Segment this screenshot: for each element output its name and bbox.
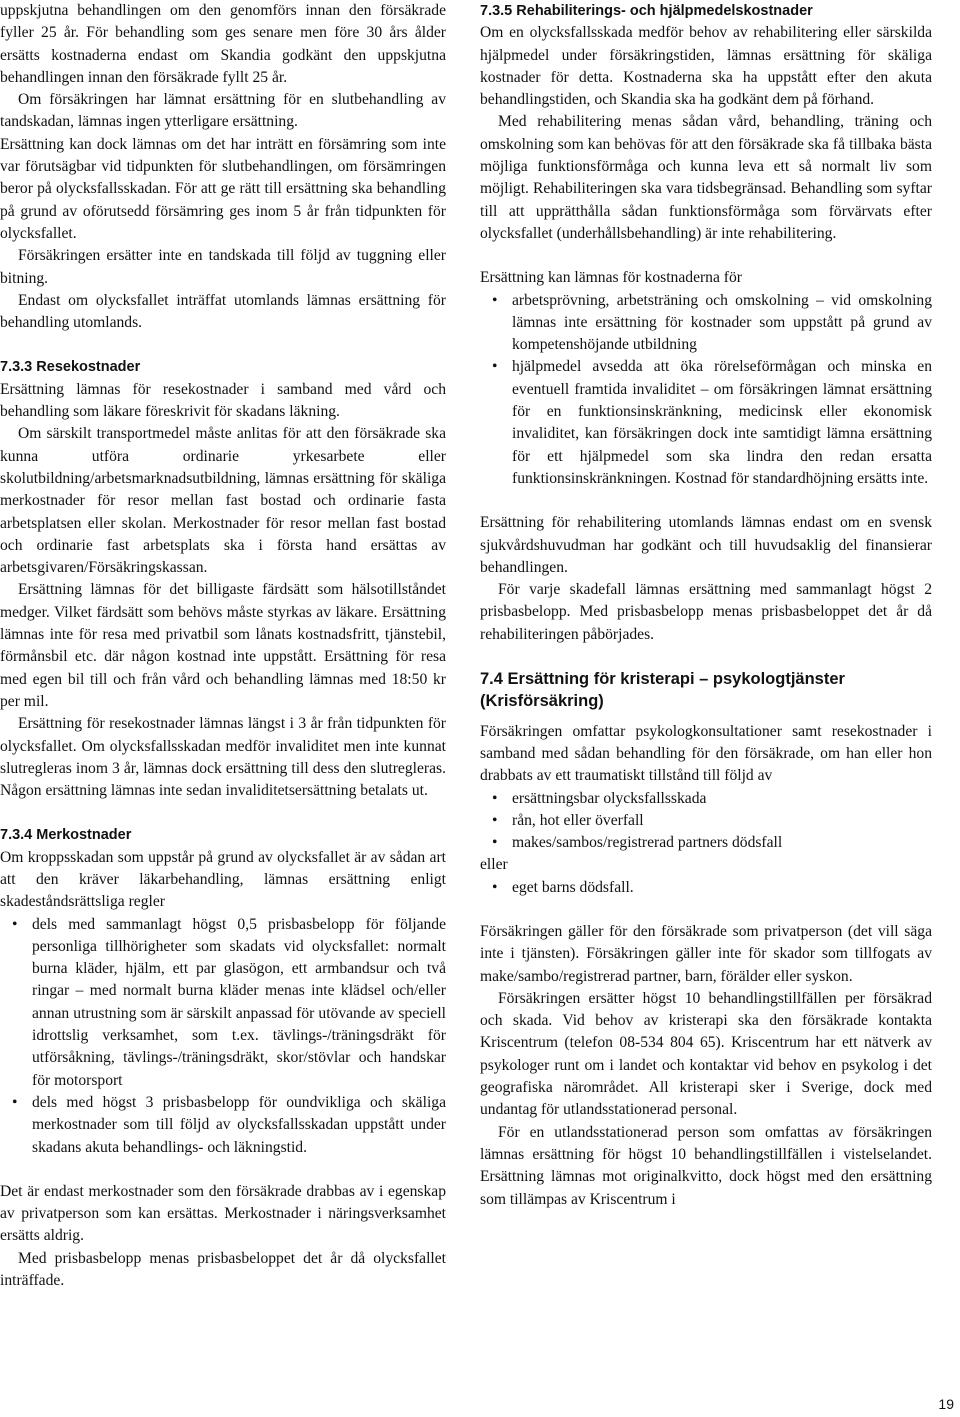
- paragraph: Försäkringen ersätter högst 10 behandlingstillfällen per försäkrad och skada. Vid behov av kristerapi ska den försäkrade kontakta Kriscentrum (telefon 08-534 804 65). Kriscentrum har ett nätverk av psykologer runt om i landet och kontaktar vid behov en psykolog i det geografiska närområdet. All kristerapi sker i Sverige, dock med undantag för utlandsstationerad personal.: [480, 989, 932, 1119]
- paragraph: Med rehabilitering menas sådan vård, behandling, träning och omskolning som kan behövas för att den försäkrade ska få tillbaka bästa möjliga funktionsförmåga och kunna leva ett så normalt liv som möjligt. Rehabiliteringen ska vara tidsbegränsad. Behandling som syftar till att upprätthålla sådan funktionsförmåga som förvärvats efter olycksfallet (underhållsbehandling) är inte rehabilitering.: [480, 113, 932, 242]
- list-item: • hjälpmedel avsedda att öka rörelseförmågan och minska en eventuell framtida invaliditet – om försäkringen lämnat ersättning för en funktionsinskränkning, medicinsk eller ekonomisk invaliditet, kan försäkringen dock inte samtidigt lämna ersättning för ett hjälpmedel som ska lindra den redan ersatta funktionsinskränkningen. Kostnad för standardhöjning ersätts inte.: [480, 356, 932, 490]
- heading-kristerapi: 7.4 Ersättning för kristerapi – psykologtjänster (Krisförsäkring): [480, 670, 845, 711]
- list-item: • dels med sammanlagt högst 0,5 prisbasbelopp för följande personliga tillhörigheter som skadats vid olycksfallet: normalt burna kläder, hjälm, ett par glasögon, ett armbandsur och två ringar – med normalt burna kläder menas inte klädsel och/eller annan utrustning som är särskilt anpassad för utövande av speciell idrottslig verksamhet, som t.ex. tävlings-/träningsdräkt för utförsåkning, tävlings-/träningsdräkt, skor/stövlar och handskar för motorsport: [0, 914, 446, 1092]
- paragraph: uppskjutna behandlingen om den genomförs innan den försäkrade fyller 25 år. För behandling som ges senare men före 30 års ålder ersätts kostnaderna endast om Skandia godkänt den uppskjutna behandlingen innan den försäkrade fyllt 25 år.: [0, 2, 446, 86]
- right-column: [480, 0, 932, 1211]
- paragraph: Ersättning lämnas för resekostnader i samband med vård och behandling som läkare föreskrivit för skadans läkning.: [0, 380, 446, 421]
- paragraph: För varje skadefall lämnas ersättning med sammanlagt högst 2 prisbasbelopp. Med prisbasbelopp menas prisbasbeloppet det år då rehabiliteringen påbörjades.: [480, 581, 932, 643]
- bullet-list: [480, 877, 932, 899]
- paragraph: Om försäkringen har lämnat ersättning för en slutbehandling av tandskadan, lämnas ingen ytterligare ersättning.: [0, 91, 446, 131]
- paragraph: Om en olycksfallsskada medför behov av rehabilitering eller särskilda hjälpmedel under försäkringstiden, lämnas ersättning för skäliga kostnader för detta. Kostnaderna ska ha uppstått efter den akuta behandlingstiden, och Skandia ska ha godkänt dem på förhand.: [480, 24, 932, 109]
- paragraph: Endast om olycksfallet inträffat utomlands lämnas ersättning för behandling utomlands.: [0, 291, 446, 332]
- page-number: 19: [938, 1396, 954, 1412]
- or-word: eller: [480, 856, 508, 874]
- paragraph: Ersättning kan dock lämnas om det har inträtt en försämring som inte var förutsägbar vid tidpunkten för slutbehandlingen, om försämringen beror på olycksfallsskadan. För att ge rätt till ersättning ska behandling på grund av oförutsedd försämring ges inom 5 år från tidpunkten för olycksfallet.: [0, 135, 446, 242]
- paragraph: Ersättning för resekostnader lämnas längst i 3 år från tidpunkten för olycksfallet. Om olycksfallsskadan medför invaliditet men inte kunnat slutregleras inom 3 år, lämnas dock ersättning till dess den slutregleras. Någon ersättning lämnas inte sedan invaliditetsersättning betalats ut.: [0, 715, 446, 800]
- paragraph: Ersättning lämnas för det billigaste färdsätt som hälsotillståndet medger. Vilket färdsätt som behövs måste styrkas av läkare. Ersättning lämnas inte för resa med privatbil som lånats kostnadsfritt, tjänstebil, förmånsbil etc. där någon kostnad inte uppstått. Ersättning för resa med egen bil till och från vård och behandling lämnas med 18:50 kr per mil.: [0, 581, 446, 710]
- paragraph: Med prisbasbelopp menas prisbasbeloppet det år då olycksfallet inträffade.: [0, 1249, 446, 1290]
- paragraph: Ersättning för rehabilitering utomlands lämnas endast om en svensk sjukvårdshuvudman har godkänt och till huvudsaklig del finansierar behandlingen.: [480, 514, 932, 576]
- heading-resekostnader: 7.3.3 Resekostnader: [0, 359, 141, 376]
- list-item: • eget barns dödsfall.: [480, 877, 932, 899]
- paragraph: Försäkringen ersätter inte en tandskada till följd av tuggning eller bitning.: [0, 247, 446, 287]
- bullet-list: [0, 914, 446, 1159]
- bullet-list: [480, 290, 932, 491]
- heading-merkostnader: 7.3.4 Merkostnader: [0, 827, 132, 844]
- list-item: • dels med högst 3 prisbasbelopp för oundvikliga och skäliga merkostnader som till följd av olycksfallsskadan uppstått under skadans akuta behandlings- och läkningstid.: [0, 1092, 446, 1159]
- list-item: • arbetsprövning, arbetsträning och omskolning – vid omskolning lämnas inte ersättning för kostnader som uppstått på grund av kompetenshöjande utbildning: [480, 290, 932, 357]
- paragraph: Ersättning kan lämnas för kostnaderna för: [480, 269, 742, 287]
- paragraph: Om kroppsskadan som uppstår på grund av olycksfallet är av sådan art att den kräver läkarbehandling, lämnas ersättning enligt skadeståndsrättsliga regler: [0, 848, 446, 911]
- paragraph: Försäkringen gäller för den försäkrade som privatperson (det vill säga inte i tjänsten). Försäkringen gäller inte för skador som tillfogats av make/sambo/registrerad partner, barn, förälder eller syskon.: [480, 922, 932, 985]
- heading-rehabilitering: 7.3.5 Rehabiliterings- och hjälpmedelskostnader: [480, 3, 813, 19]
- list-item: • ersättningsbar olycksfallsskada: [480, 788, 932, 810]
- left-column: [0, 0, 446, 1292]
- paragraph: Det är endast merkostnader som den försäkrade drabbas av i egenskap av privatperson som kan ersättas. Merkostnader i näringsverksamhet ersätts aldrig.: [0, 1182, 446, 1245]
- paragraph: För en utlandsstationerad person som omfattas av försäkringen lämnas ersättning för högst 10 behandlingstillfällen i vistelselandet. Ersättning lämnas mot originalkvitto, dock högst med den ersättning som tillämpas av Kriscentrum i: [480, 1123, 932, 1208]
- list-item: • rån, hot eller överfall: [480, 810, 932, 832]
- list-item: • makes/sambos/registrerad partners dödsfall: [480, 832, 932, 854]
- bullet-list: [480, 788, 932, 855]
- paragraph: Om särskilt transportmedel måste anlitas för att den försäkrade ska kunna utföra ordinarie yrkesarbete eller skolutbildning/arbetsmarknadsutbildning, lämnas ersättning för skäliga merkostnader för resor mellan fast bostad och ordinarie fasta arbetsplatsen eller skolan. Merkostnader för resor mellan fast bostad och ordinarie fast arbetsplats ska i första hand ersättas av arbetsgivaren/Försäkringskassan.: [0, 425, 446, 577]
- paragraph: Försäkringen omfattar psykologkonsultationer samt resekostnader i samband med sådan behandling för den försäkrade, om han eller hon drabbats av ett traumatiskt tillstånd till följd av: [480, 722, 932, 785]
